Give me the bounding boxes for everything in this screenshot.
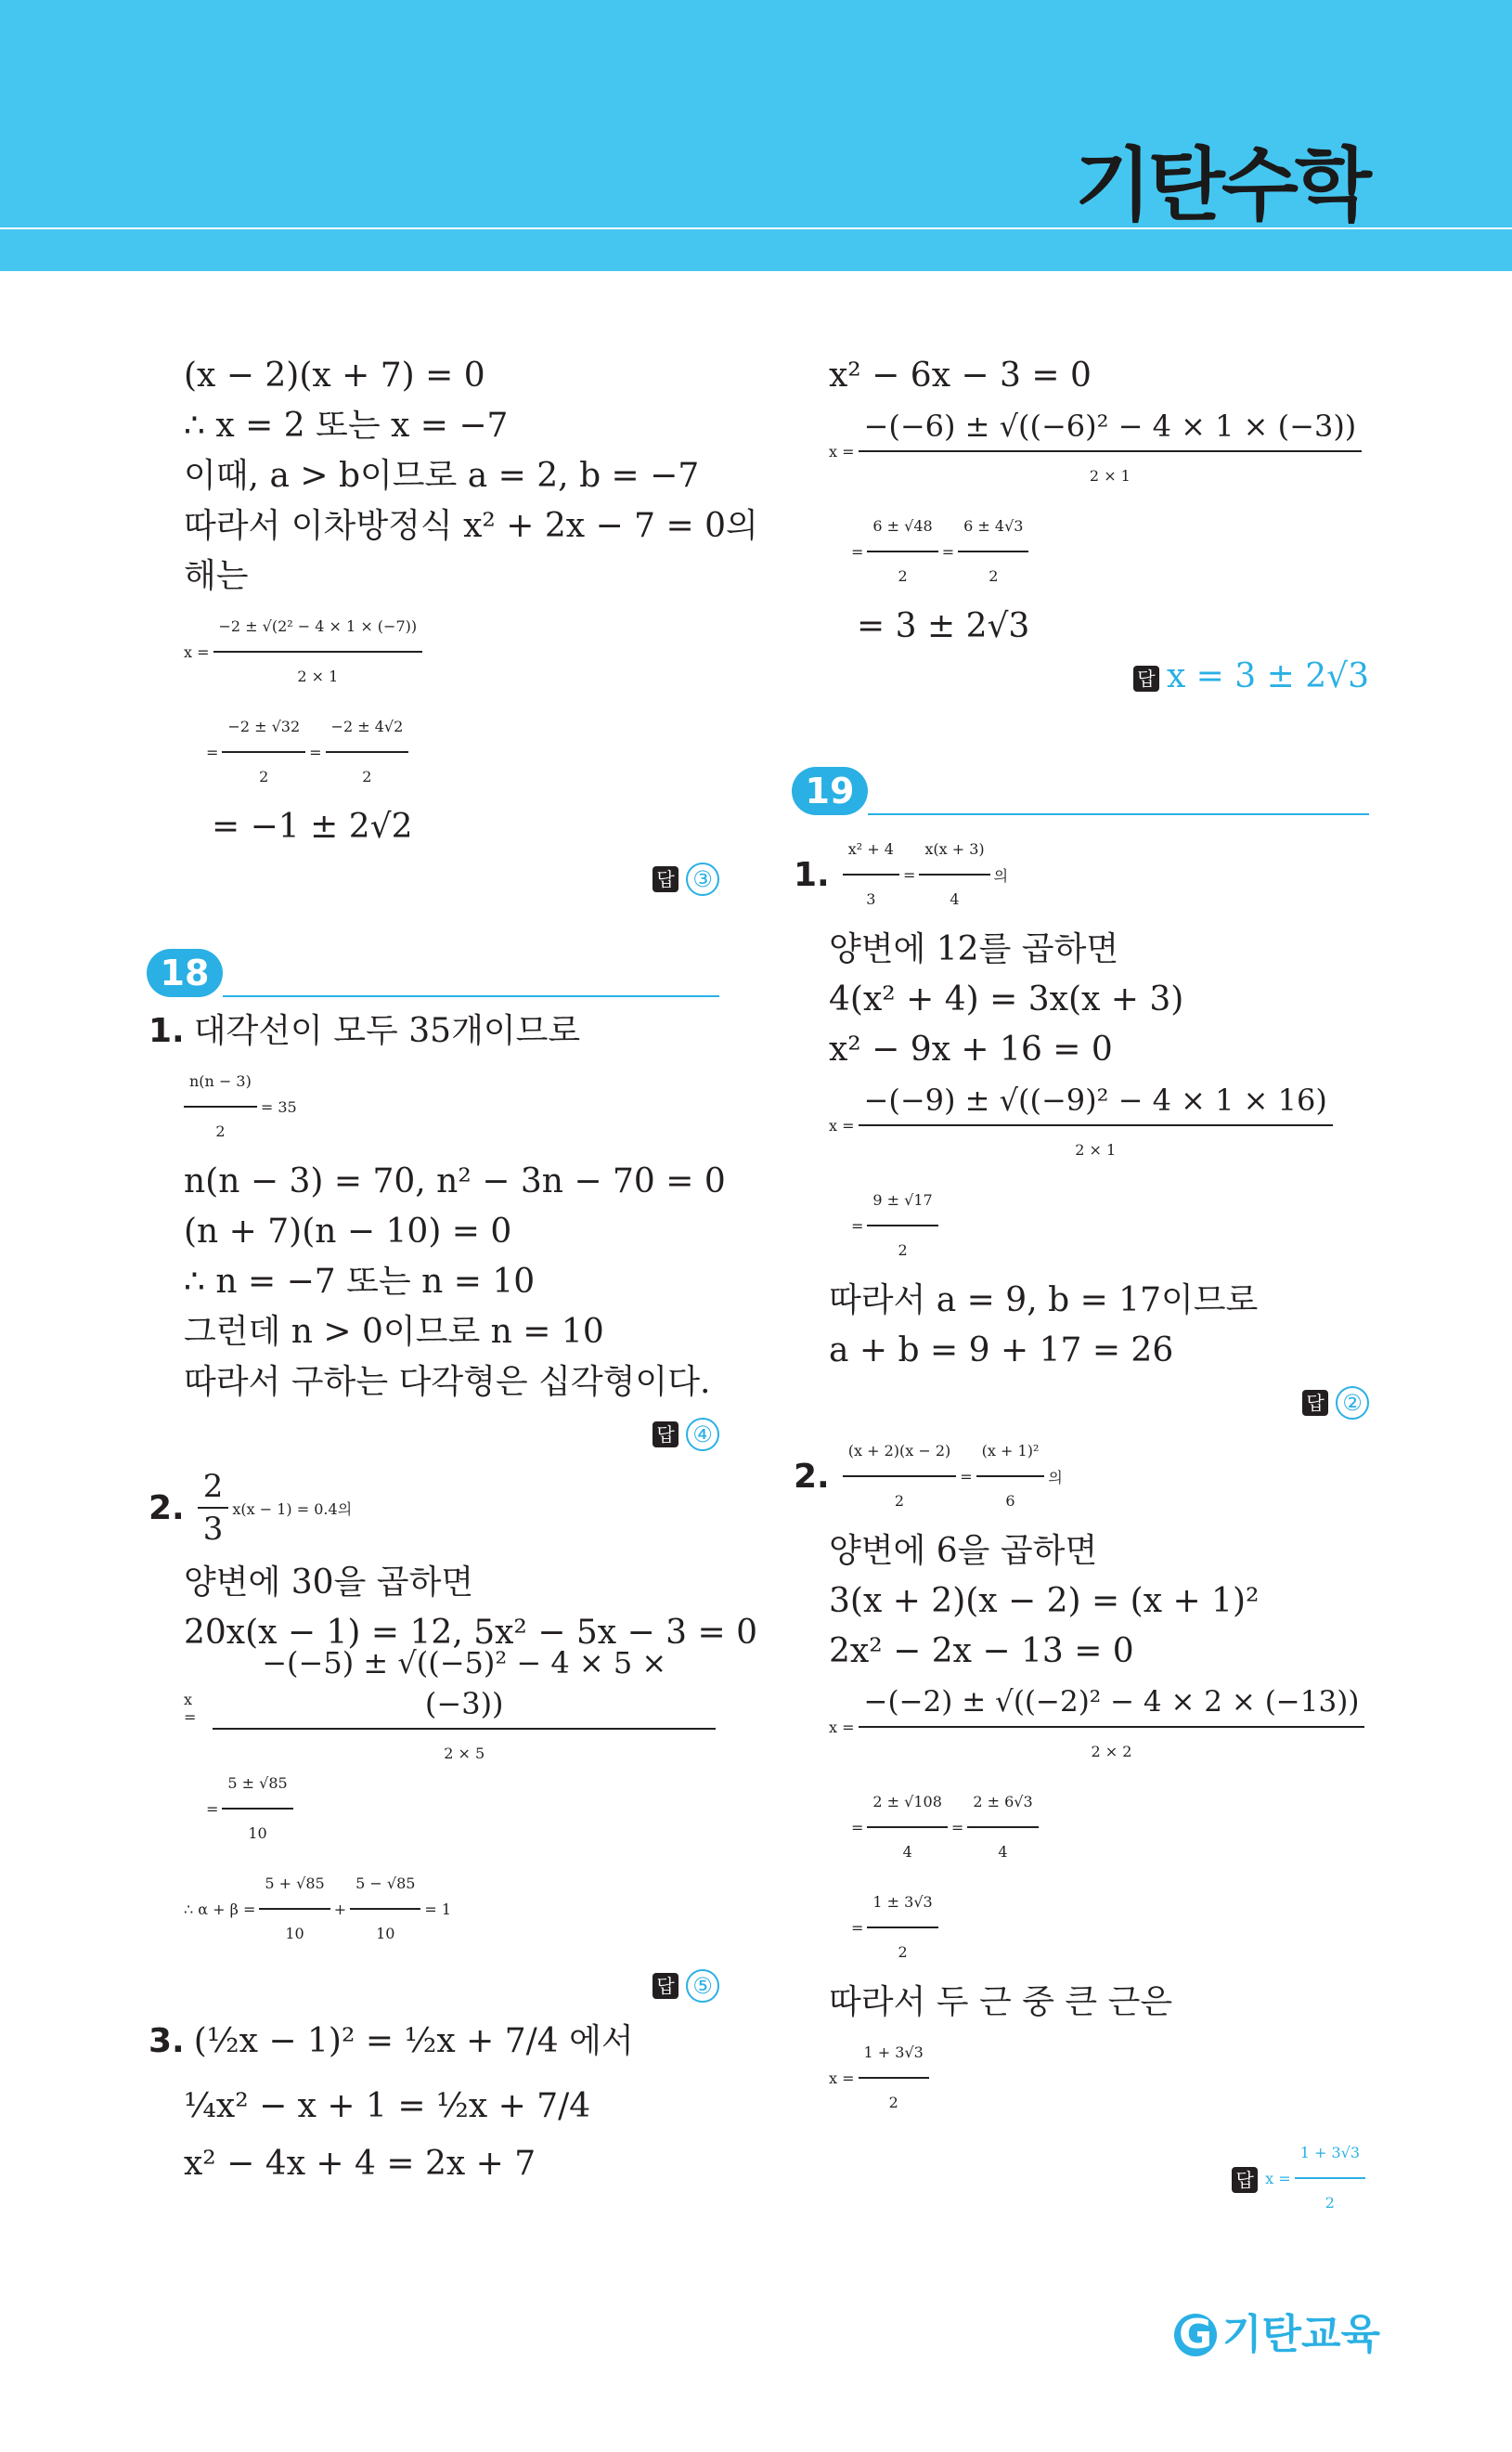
quadratic-formula: [149, 602, 719, 702]
equation-line: 3(x + 2)(x − 2) = (x + 1)²: [829, 1582, 1260, 1620]
denominator: 2 × 1: [297, 668, 339, 685]
equals-sign: =: [902, 865, 916, 884]
formula-lhs: x =: [829, 2069, 855, 2087]
fraction: [843, 829, 899, 920]
fraction: [1295, 2133, 1365, 2224]
formula-lhs: x =: [184, 1691, 197, 1726]
problem-2: [149, 1458, 719, 1558]
quadratic-formula: [794, 401, 1369, 501]
numerator: (x + 1)²: [976, 1431, 1045, 1477]
fraction: [213, 606, 423, 697]
equals-sign: =: [851, 1216, 864, 1235]
fraction: [867, 1180, 937, 1271]
answer-badge: 답: [653, 1973, 678, 1999]
numerator: −(−9) ± √((−9)² − 4 × 1 × 16): [859, 1080, 1333, 1126]
text-line: 따라서 a = 9, b = 17이므로: [829, 1281, 1259, 1319]
fraction: [198, 1470, 229, 1546]
numerator: 1 ± 3√3: [867, 1882, 937, 1928]
text-suffix: 의: [993, 866, 1009, 885]
denominator: 3: [866, 890, 876, 908]
text-line: 해는: [184, 557, 249, 595]
equation-line: = −1 ± 2√2: [212, 808, 413, 846]
numerator: 1 + 3√3: [859, 2032, 929, 2079]
equation-line: (n + 7)(n − 10) = 0: [184, 1213, 512, 1251]
larger-root: [794, 2028, 1369, 2128]
formula-step: [794, 1777, 1369, 1877]
fraction: [859, 1681, 1365, 1772]
denominator: 2: [362, 768, 372, 785]
numerator: (x + 2)(x − 2): [843, 1431, 957, 1477]
logo-text: 기탄교육: [1222, 2311, 1381, 2358]
equation-line: (x − 2)(x + 7) = 0: [184, 357, 485, 395]
formula-step: [149, 702, 719, 802]
formula-lhs: x =: [829, 442, 855, 461]
fraction: [259, 1863, 330, 1954]
equals-sign: =: [309, 743, 322, 761]
numerator: −2 ± √32: [222, 707, 305, 753]
numerator: 5 + √85: [259, 1863, 330, 1910]
numerator: x² + 4: [843, 829, 899, 876]
problem-number: 1.: [794, 855, 830, 894]
text-line: 따라서 두 근 중 큰 근은: [829, 1983, 1173, 2021]
quadratic-formula: [794, 1075, 1369, 1175]
quadratic-formula: [794, 1677, 1369, 1777]
section-header-18: [149, 949, 719, 1006]
numerator: n(n − 3): [184, 1061, 257, 1108]
section-rule: [868, 813, 1369, 815]
formula-step: [794, 1175, 1369, 1276]
equation-line: 20x(x − 1) = 12, 5x² − 5x − 3 = 0: [184, 1614, 758, 1652]
numerator: 5 − √85: [350, 1863, 420, 1910]
text-suffix: 의: [1048, 1468, 1063, 1486]
problem-1: [149, 1006, 719, 1057]
denominator: 10: [376, 1925, 395, 1942]
denominator: 2: [898, 1241, 908, 1259]
answer-choice: ④: [686, 1418, 719, 1451]
denominator: 2: [259, 768, 269, 785]
answer-19-1: [794, 1376, 1369, 1426]
fraction: [867, 506, 937, 597]
numerator: 2: [198, 1470, 229, 1509]
fraction: [859, 406, 1363, 497]
denominator: 2 × 1: [1089, 467, 1131, 485]
numerator: −(−2) ± √((−2)² − 4 × 2 × (−13)): [859, 1681, 1365, 1728]
problem-number: 2.: [794, 1457, 830, 1496]
denominator: 2: [888, 2094, 898, 2111]
fraction: [222, 1763, 292, 1854]
denominator: 2: [989, 567, 999, 585]
fraction: [919, 829, 989, 920]
denominator: 10: [285, 1925, 304, 1942]
equals-sign: =: [941, 542, 955, 561]
formula-step: [794, 501, 1369, 602]
numerator: −2 ± √(2² − 4 × 1 × (−7)): [213, 606, 423, 653]
denominator: 2: [894, 1492, 905, 1510]
fraction: [859, 1080, 1333, 1171]
numerator: 1 + 3√3: [1295, 2133, 1365, 2179]
fraction: [350, 1863, 420, 1954]
equals-sign: =: [206, 743, 219, 761]
fraction: [967, 1782, 1038, 1873]
answer-text: x = 3 ± 2√3: [1166, 657, 1369, 695]
section-header-19: [794, 767, 1369, 824]
equation-rhs: = 35: [260, 1097, 297, 1116]
fraction: [213, 1642, 716, 1774]
problem-1: [794, 824, 1369, 925]
answer-18-1: [149, 1408, 719, 1458]
answer-lhs: x =: [1265, 2169, 1291, 2187]
fraction: [843, 1431, 957, 1522]
formula-lhs: ∴ α + β =: [184, 1900, 256, 1918]
right-column: [794, 351, 1369, 2228]
denominator: 4: [950, 890, 960, 908]
text-line: 그런데 n > 0이므로 n = 10: [184, 1313, 604, 1351]
sum-of-roots: [149, 1859, 719, 1959]
problem-2: [794, 1426, 1369, 1526]
formula-lhs: x =: [829, 1718, 855, 1736]
fraction: [976, 1431, 1045, 1522]
text-line: 양변에 6을 곱하면: [829, 1532, 1098, 1570]
numerator: −(−5) ± √((−5)² − 4 × 5 × (−3)): [213, 1642, 716, 1730]
text-line: 이때, a > b이므로 a = 2, b = −7: [184, 457, 700, 495]
formula-lhs: x =: [184, 642, 210, 661]
numerator: x(x + 3): [919, 829, 989, 876]
denominator: 2 × 5: [444, 1745, 485, 1762]
numerator: 6 ± √48: [867, 506, 937, 552]
plus-sign: +: [333, 1900, 347, 1918]
equation-line: ∴ x = 2 또는 x = −7: [184, 407, 509, 445]
formula-step: [794, 1877, 1369, 1978]
equation-line: ¼x² − x + 1 = ½x + 7/4: [184, 2087, 591, 2125]
equation-line: 2x² − 2x − 13 = 0: [829, 1632, 1134, 1670]
equals-sign: =: [960, 1467, 973, 1485]
equals-sign: =: [851, 1918, 864, 1937]
equation-line: x² − 6x − 3 = 0: [829, 357, 1092, 395]
denominator: 3: [202, 1511, 224, 1548]
equation-fraction: [149, 1057, 719, 1157]
equation-rhs: = 1: [424, 1900, 452, 1918]
answer-19-2: [794, 2128, 1369, 2228]
answer-badge: 답: [1232, 2167, 1258, 2193]
denominator: 4: [902, 1843, 912, 1861]
equation-line: x² − 4x + 4 = 2x + 7: [184, 2145, 536, 2183]
equation-line: x² − 9x + 16 = 0: [829, 1031, 1113, 1069]
denominator: 2: [215, 1122, 226, 1140]
page-header: [0, 0, 1512, 271]
fraction: [859, 2032, 929, 2123]
problem-number: 2.: [149, 1488, 185, 1527]
denominator: 6: [1005, 1492, 1015, 1510]
denominator: 2: [898, 567, 908, 585]
answer-badge: 답: [1302, 1390, 1328, 1416]
equals-sign: =: [206, 1799, 219, 1818]
section-number: 19: [792, 767, 868, 815]
logo-mark: G: [1174, 2314, 1217, 2356]
numerator: 6 ± 4√3: [958, 506, 1028, 552]
equation-line: = 3 ± 2√3: [857, 607, 1030, 645]
publisher-logo: [1174, 2301, 1380, 2360]
fraction: [222, 707, 305, 798]
brand-logo: 기탄수학: [1074, 139, 1368, 232]
equals-sign: =: [851, 542, 864, 561]
fraction: [867, 1882, 937, 1973]
section-number: 18: [147, 949, 223, 997]
denominator: 2: [898, 1943, 908, 1961]
equation-line: n(n − 3) = 70, n² − 3n − 70 = 0: [184, 1162, 726, 1200]
formula-lhs: x =: [829, 1116, 855, 1135]
equals-sign: =: [950, 1818, 964, 1836]
equation-text: x(x − 1) = 0.4의: [232, 1499, 353, 1518]
numerator: 9 ± √17: [867, 1180, 937, 1226]
numerator: 2 ± √108: [867, 1782, 948, 1828]
text-line: 따라서 구하는 다각형은 십각형이다.: [184, 1363, 711, 1401]
answer-17: [149, 852, 719, 902]
denominator: 2: [1325, 2194, 1335, 2212]
text-line: 양변에 12를 곱하면: [829, 930, 1119, 968]
section-rule: [223, 995, 719, 997]
denominator: 10: [248, 1824, 267, 1842]
problem-3: [149, 2009, 719, 2074]
equation-line: a + b = 9 + 17 = 26: [829, 1331, 1174, 1369]
answer-badge: 답: [1133, 666, 1159, 692]
equation-line: 4(x² + 4) = 3x(x + 3): [829, 980, 1184, 1018]
text-line: 양변에 30을 곱하면: [184, 1563, 474, 1602]
equals-sign: =: [851, 1818, 864, 1836]
fraction: [184, 1061, 257, 1152]
equation-text: (½x − 1)² = ½x + 7/4 에서: [193, 2022, 634, 2060]
equation-line: ∴ n = −7 또는 n = 10: [184, 1263, 536, 1301]
numerator: 2 ± 6√3: [967, 1782, 1038, 1828]
answer-17b: [794, 652, 1369, 702]
denominator: 2 × 2: [1091, 1743, 1132, 1760]
numerator: −(−6) ± √((−6)² − 4 × 1 × (−3)): [859, 406, 1363, 452]
answer-badge: 답: [653, 866, 678, 892]
problem-number: 1.: [149, 1012, 185, 1050]
denominator: 4: [998, 1843, 1008, 1861]
answer-choice: ②: [1336, 1386, 1369, 1420]
answer-badge: 답: [653, 1421, 678, 1447]
numerator: −2 ± 4√2: [326, 707, 409, 753]
quadratic-formula: [149, 1645, 719, 1762]
denominator: 2 × 1: [1075, 1141, 1117, 1159]
answer-choice: ③: [686, 863, 719, 896]
text-line: 따라서 이차방정식 x² + 2x − 7 = 0의: [184, 507, 758, 545]
text-line: 대각선이 모두 35개이므로: [193, 1012, 581, 1050]
numerator: 5 ± √85: [222, 1763, 292, 1810]
problem-number: 3.: [149, 2022, 185, 2060]
fraction: [326, 707, 409, 798]
fraction: [958, 506, 1028, 597]
answer-18-2: [149, 1959, 719, 2009]
fraction: [867, 1782, 948, 1873]
answer-choice: ⑤: [686, 1969, 719, 2003]
left-column: [149, 351, 758, 2189]
